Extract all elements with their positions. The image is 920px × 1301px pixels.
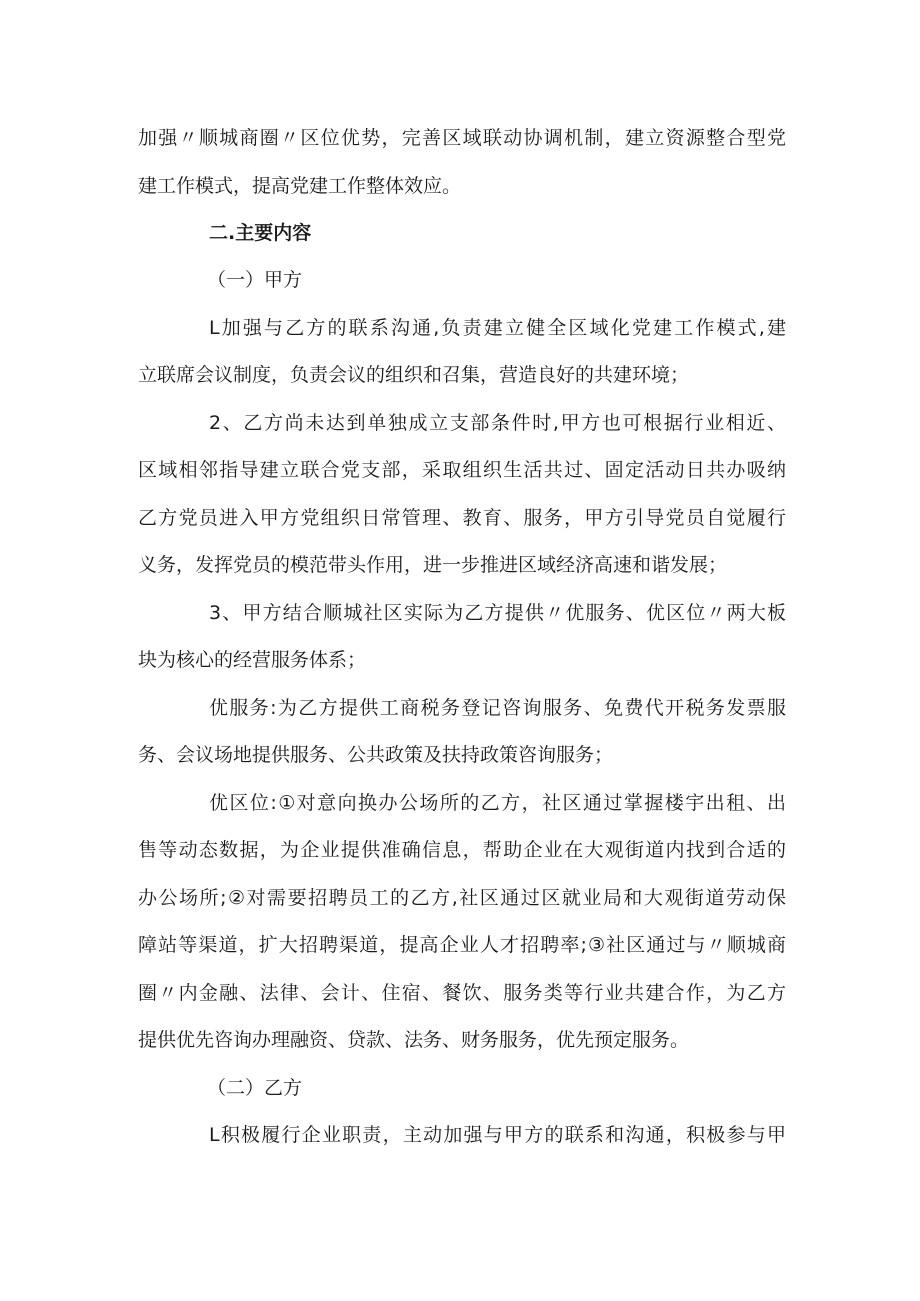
paragraph-line: 块为核心的经营服务体系； [138, 649, 367, 671]
paragraph-line: L积极履行企业职责，主动加强与甲方的联系和沟通，积极参与甲 [209, 1124, 786, 1146]
paragraph-line: 立联席会议制度，负责会议的组织和召集，营造良好的共建环境； [138, 364, 690, 386]
paragraph-line: 2、乙方尚未达到单独成立支部条件时,甲方也可根据行业相近、 [209, 412, 786, 434]
paragraph-line: 办公场所;②对需要招聘员工的乙方,社区通过区就业局和大观街道劳动保 [138, 887, 786, 909]
paragraph-line: 售等动态数据，为企业提供准确信息，帮助企业在大观街道内找到合适的 [138, 839, 786, 861]
paragraph-line: 乙方党员进入甲方党组织日常管理、教育、服务，甲方引导党员自觉履行 [138, 507, 786, 529]
paragraph-line: 建工作模式，提高党建工作整体效应。 [138, 175, 462, 197]
paragraph-line: 优区位:①对意向换办公场所的乙方，社区通过掌握楼宇出租、出 [209, 792, 786, 814]
paragraph-line: 务、会议场地提供服务、公共政策及扶持政策咨询服务； [138, 744, 614, 766]
paragraph-line: 圈〃内金融、法律、会计、住宿、餐饮、服务类等行业共建合作，为乙方 [138, 982, 786, 1004]
subsection-heading: （二）乙方 [207, 1077, 303, 1099]
section-heading: 二.主要内容 [209, 222, 312, 244]
paragraph-line: 障站等渠道，扩大招聘渠道，提高企业人才招聘率;③社区通过与〃顺城商 [138, 934, 786, 956]
paragraph-line: 3、甲方结合顺城社区实际为乙方提供〃优服务、优区位〃两大板 [209, 602, 786, 624]
paragraph-line: 区域相邻指导建立联合党支部，采取组织生活共过、固定活动日共办吸纳 [138, 459, 786, 481]
paragraph-line: 优服务:为乙方提供工商税务登记咨询服务、免费代开税务发票服 [209, 697, 786, 719]
paragraph-line: 义务，发挥党员的模范带头作用，进一步推进区域经济高速和谐发展； [138, 554, 728, 576]
subsection-heading: （一）甲方 [207, 269, 303, 291]
paragraph-line: L加强与乙方的联系沟通,负责建立健全区域化党建工作模式,建 [209, 317, 786, 339]
paragraph-line: 加强〃顺城商圈〃区位优势，完善区域联动协调机制，建立资源整合型党 [138, 127, 786, 149]
paragraph-line: 提供优先咨询办理融资、贷款、法务、财务服务，优先预定服务。 [138, 1029, 690, 1051]
